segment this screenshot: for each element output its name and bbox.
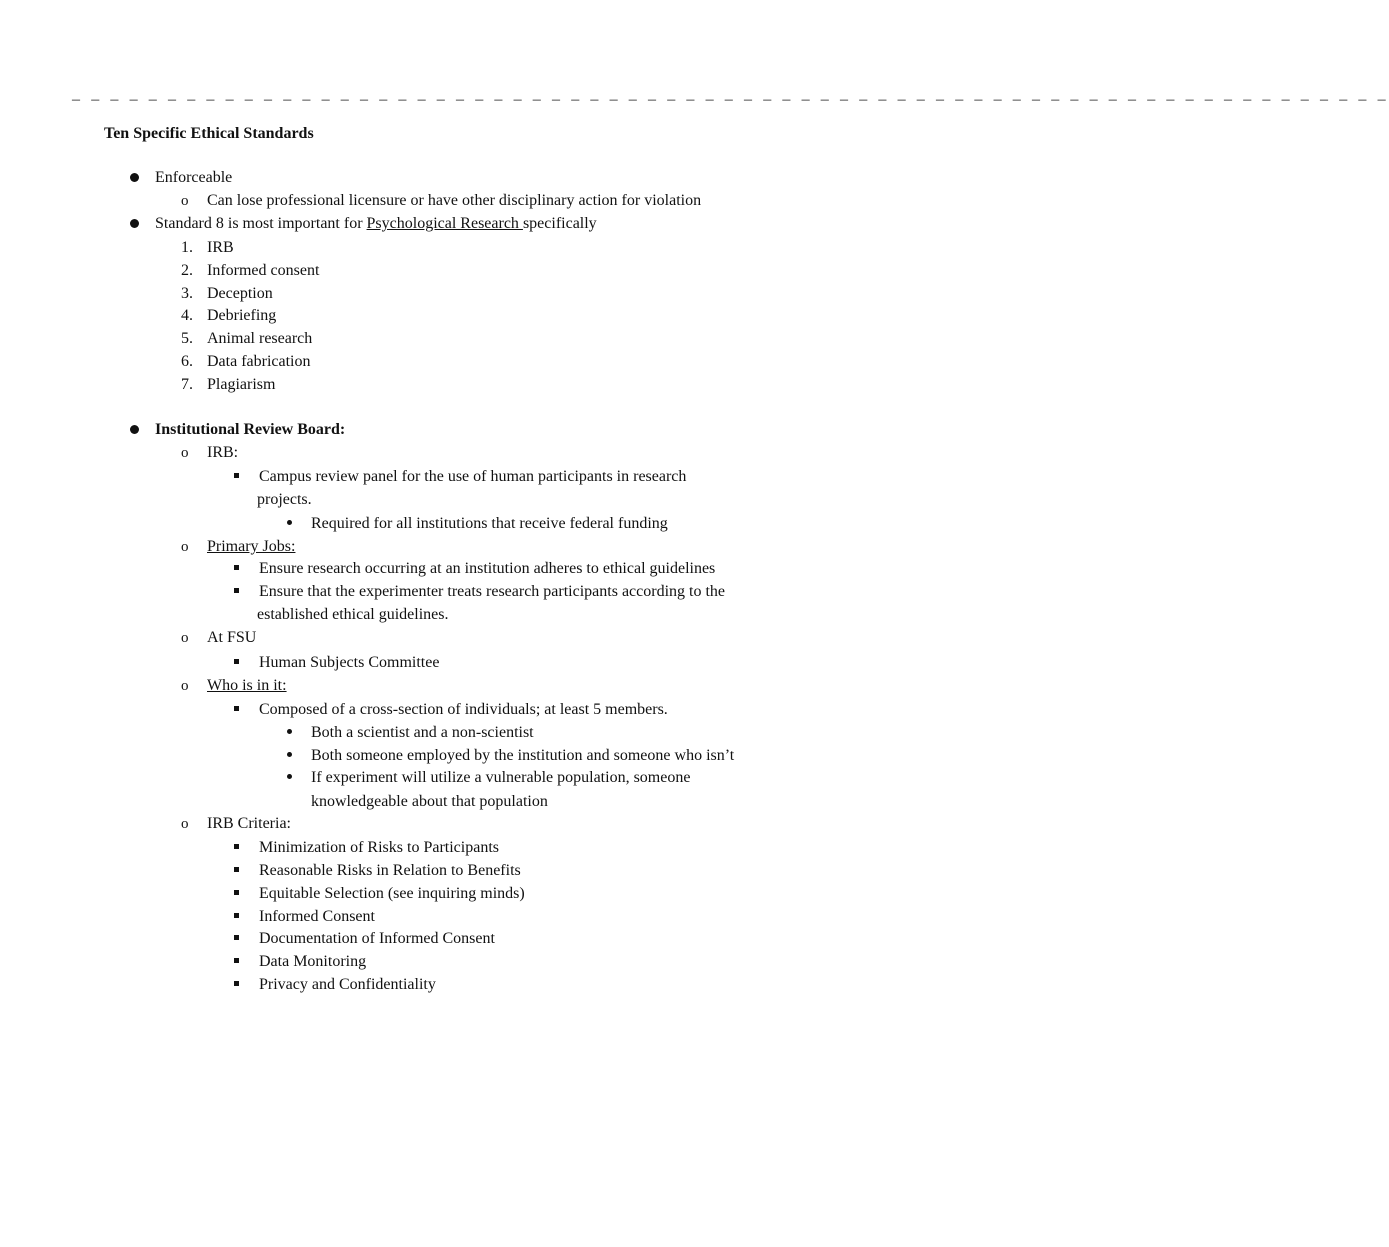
circle-bullet-icon: o bbox=[181, 193, 189, 209]
dashed-separator: – – – – – – – – – – – – – – – – – – – – – – – – – – – – – – – – – – – – – – – – – – – – – – – – – – – – – – – – – – – – – – – – – – – – – bbox=[72, 91, 1389, 108]
enforceable-label: Enforceable bbox=[155, 169, 233, 186]
job2-line1: Ensure that the experimenter treats research participants according to the bbox=[259, 583, 726, 600]
list-item: IRB bbox=[207, 239, 234, 256]
small-bullet-icon bbox=[287, 729, 292, 734]
num-3: 3. bbox=[181, 285, 193, 302]
square-bullet-icon bbox=[234, 588, 239, 593]
standard8-line bbox=[155, 214, 597, 234]
square-bullet-icon bbox=[234, 659, 239, 664]
job1: Ensure research occurring at an institution adheres to ethical guidelines bbox=[259, 560, 716, 577]
who-both1: Both a scientist and a non-scientist bbox=[311, 724, 534, 741]
psych-research-link: Psychological Research bbox=[366, 215, 523, 232]
criteria-item: Reasonable Risks in Relation to Benefits bbox=[259, 862, 521, 879]
circle-bullet-icon: o bbox=[181, 630, 189, 646]
circle-bullet-icon: o bbox=[181, 539, 189, 555]
irb-note: Required for all institutions that receive federal funding bbox=[311, 515, 668, 532]
bullet-dot-icon bbox=[130, 173, 139, 182]
small-bullet-icon bbox=[287, 752, 292, 757]
list-item: Debriefing bbox=[207, 307, 277, 324]
square-bullet-icon bbox=[234, 958, 239, 963]
enforceable-sub: Can lose professional licensure or have other disciplinary action for violation bbox=[207, 192, 702, 209]
irb-board-heading: Institutional Review Board: bbox=[155, 421, 346, 438]
small-bullet-icon bbox=[287, 520, 292, 525]
square-bullet-icon bbox=[234, 565, 239, 570]
num-7: 7. bbox=[181, 376, 193, 393]
num-5: 5. bbox=[181, 330, 193, 347]
criteria-item: Minimization of Risks to Participants bbox=[259, 839, 499, 856]
criteria-label: IRB Criteria: bbox=[207, 815, 291, 832]
square-bullet-icon bbox=[234, 706, 239, 711]
irb-desc-line1: Campus review panel for the use of human participants in research bbox=[259, 468, 687, 485]
num-1: 1. bbox=[181, 239, 193, 256]
at-fsu-label: At FSU bbox=[207, 629, 257, 646]
irb-label: IRB: bbox=[207, 444, 239, 461]
list-item: Plagiarism bbox=[207, 376, 276, 393]
page-title: Ten Specific Ethical Standards bbox=[104, 125, 314, 142]
square-bullet-icon bbox=[234, 981, 239, 986]
square-bullet-icon bbox=[234, 913, 239, 918]
criteria-item: Documentation of Informed Consent bbox=[259, 930, 495, 947]
circle-bullet-icon: o bbox=[181, 678, 189, 694]
primary-jobs-label: Primary Jobs: bbox=[207, 538, 296, 555]
at-fsu-item: Human Subjects Committee bbox=[259, 654, 440, 671]
bullet-dot-icon bbox=[130, 219, 139, 228]
standard8-suffix: specifically bbox=[522, 215, 597, 232]
square-bullet-icon bbox=[234, 890, 239, 895]
bullet-dot-icon bbox=[130, 425, 139, 434]
who-label: Who is in it: bbox=[207, 677, 287, 694]
square-bullet-icon bbox=[234, 935, 239, 940]
square-bullet-icon bbox=[234, 867, 239, 872]
who-vuln-line2: knowledgeable about that population bbox=[311, 793, 548, 810]
criteria-item: Equitable Selection (see inquiring minds) bbox=[259, 885, 525, 902]
list-item: Animal research bbox=[207, 330, 313, 347]
irb-desc-line2: projects. bbox=[257, 491, 312, 508]
criteria-item: Data Monitoring bbox=[259, 953, 367, 970]
square-bullet-icon bbox=[234, 473, 239, 478]
criteria-item: Privacy and Confidentiality bbox=[259, 976, 436, 993]
job2-line2: established ethical guidelines. bbox=[257, 606, 449, 623]
num-2: 2. bbox=[181, 262, 193, 279]
circle-bullet-icon: o bbox=[181, 816, 189, 832]
square-bullet-icon bbox=[234, 844, 239, 849]
list-item: Data fabrication bbox=[207, 353, 311, 370]
num-4: 4. bbox=[181, 307, 193, 324]
criteria-item: Informed Consent bbox=[259, 908, 375, 925]
who-both2: Both someone employed by the institution and someone who isn’t bbox=[311, 747, 735, 764]
circle-bullet-icon: o bbox=[181, 445, 189, 461]
list-item: Informed consent bbox=[207, 262, 320, 279]
list-item: Deception bbox=[207, 285, 273, 302]
num-6: 6. bbox=[181, 353, 193, 370]
standard8-prefix: Standard 8 is most important for bbox=[155, 215, 367, 232]
who-vuln-line1: If experiment will utilize a vulnerable population, someone bbox=[311, 769, 691, 786]
who-composed: Composed of a cross-section of individuals; at least 5 members. bbox=[259, 701, 668, 718]
small-bullet-icon bbox=[287, 774, 292, 779]
